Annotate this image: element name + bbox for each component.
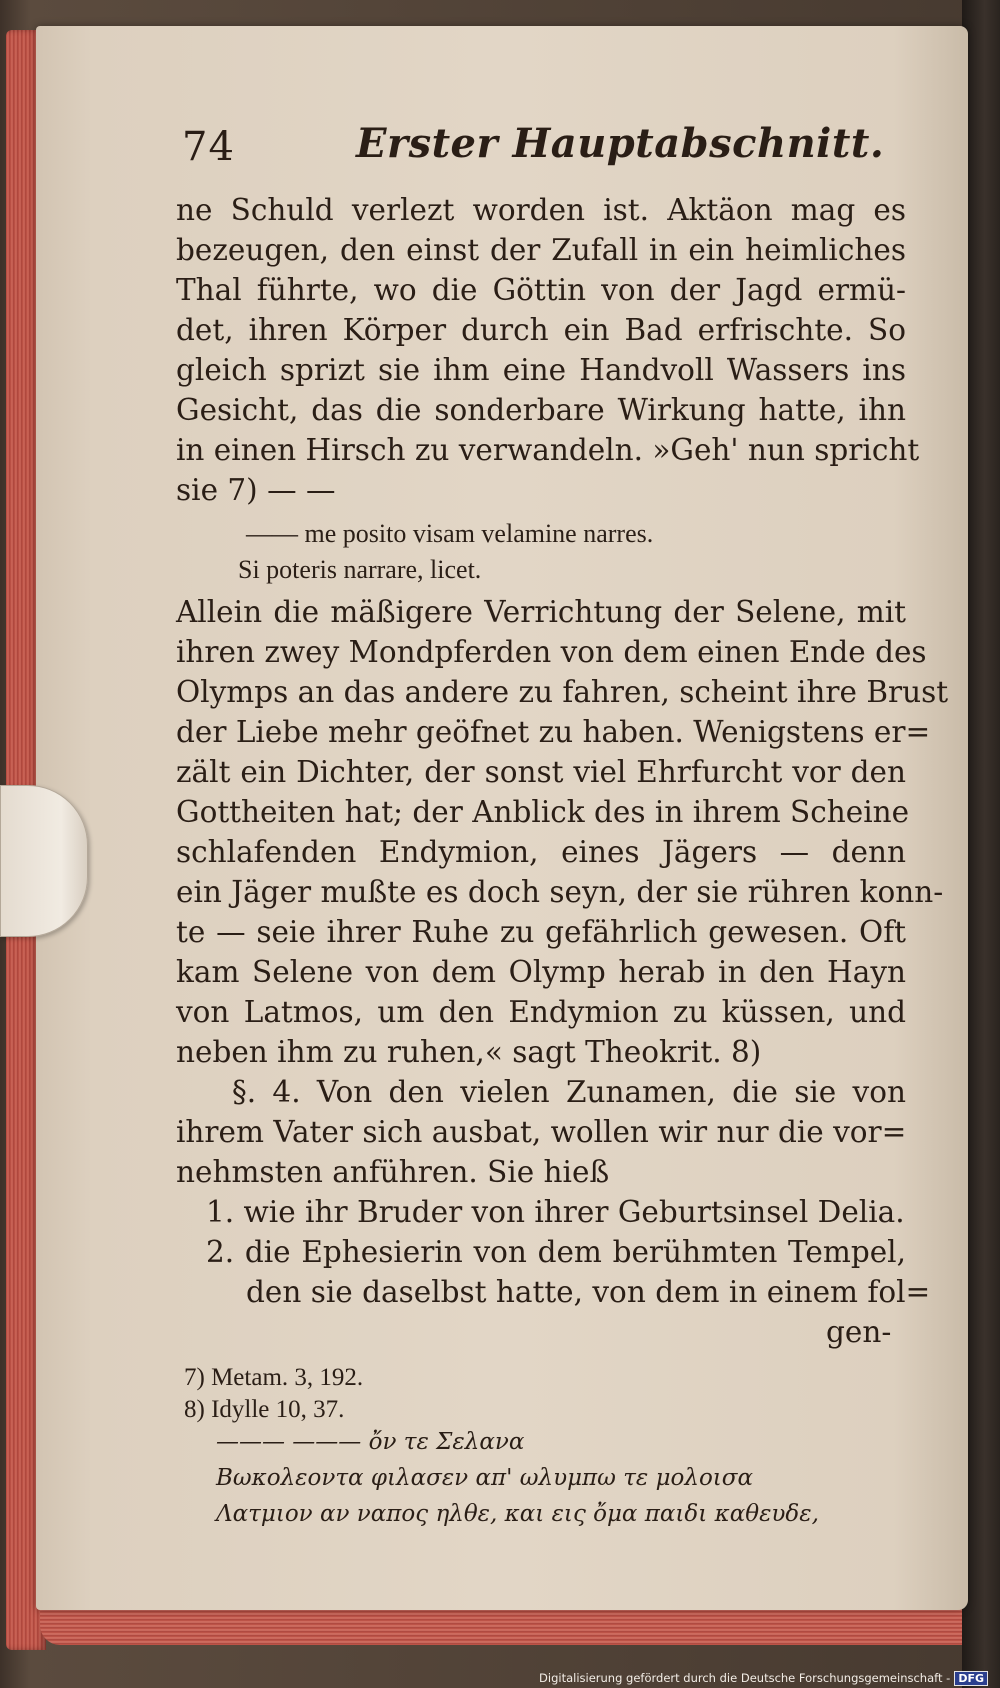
text-line: ein Jäger mußte es doch seyn, der sie rühren konn- [176,875,944,909]
text-line: ne Schuld verlezt worden ist. Aktäon mag es [176,193,906,227]
catchword: gen- [826,1315,892,1349]
text-line: neben ihm zu ruhen,« sagt Theokrit. 8) [176,1035,762,1069]
text-line: Gottheiten hat; der Anblick des in ihrem Scheine [176,795,910,829]
list-item: 1. wie ihr Bruder von ihrer Geburtsinsel Delia. [206,1195,905,1229]
text-line: kam Selene von dem Olymp herab in den Hayn [176,955,906,989]
text-line: Allein die mäßigere Verrichtung der Selene, mit [176,595,906,629]
text-line: gleich sprizt sie ihm eine Handvoll Wassers ins [176,353,906,387]
text-line: bezeugen, den einst der Zufall in ein heimliches [176,233,906,267]
list-item-continuation: den sie daselbst hatte, von dem in einem fol= [246,1275,931,1309]
footnote: 8) Idylle 10, 37. [184,1396,345,1423]
footnote: 7) Metam. 3, 192. [184,1364,364,1391]
page-text [176,110,949,1527]
text-line: Gesicht, das die sonderbare Wirkung hatte, ihn [176,393,906,427]
text-line: Olymps an das andere zu fahren, scheint ihre Brust [176,675,949,709]
section-heading-line: §. 4. Von den vielen Zunamen, die sie von [232,1075,906,1109]
text-line: det, ihren Körper durch ein Bad erfrischte. So [176,313,906,347]
text-line: schlafenden Endymion, eines Jägers — denn [176,835,906,869]
text-line: ihren zwey Mondpferden von dem einen Ende des [176,635,927,669]
text-line: in einen Hirsch zu verwandeln. »Geh' nun spricht [176,433,920,467]
greek-quote-line: Λατμιον αν ναπος ηλθε, και εις ὄμα παιδι καθευδε, [216,1501,819,1527]
running-head [176,110,896,180]
text-line: zält ein Dichter, der sonst viel Ehrfurcht vor den [176,755,906,789]
text-line: von Latmos, um den Endymion zu küssen, und [176,995,906,1029]
text-line: Thal führte, wo die Göttin von der Jagd ermü- [176,273,906,307]
greek-quote-line: Βωκολεοντα φιλασεν απ' ωλυμπω τε μολοισα [216,1465,754,1491]
dfg-logo: DFG [954,1671,988,1686]
text-line: te — seie ihrer Ruhe zu gefährlich gewesen. Oft [176,915,906,949]
text-line: sie 7) — — [176,473,336,507]
list-item: 2. die Ephesierin von dem berühmten Tempel, [206,1235,906,1269]
bookmark-tab [0,785,88,937]
digitization-credit [539,1671,988,1686]
latin-quote-line: —— me posito visam velamine narres. [246,519,654,548]
text-line: nehmsten anführen. Sie hieß [176,1155,610,1189]
chapter-title: Erster Hauptabschnitt. [356,120,885,167]
latin-quote-line: Si poteris narrare, licet. [238,555,482,584]
credit-text: Digitalisierung gefördert durch die Deutsche Forschungsgemeinschaft - [539,1671,951,1685]
text-line: der Liebe mehr geöfnet zu haben. Wenigstens er= [176,715,931,749]
greek-quote-line: ——— ——— ὄν τε Σελανα [216,1429,525,1455]
text-line: ihrem Vater sich ausbat, wollen wir nur die vor= [176,1115,907,1149]
page-number: 74 [182,124,235,170]
